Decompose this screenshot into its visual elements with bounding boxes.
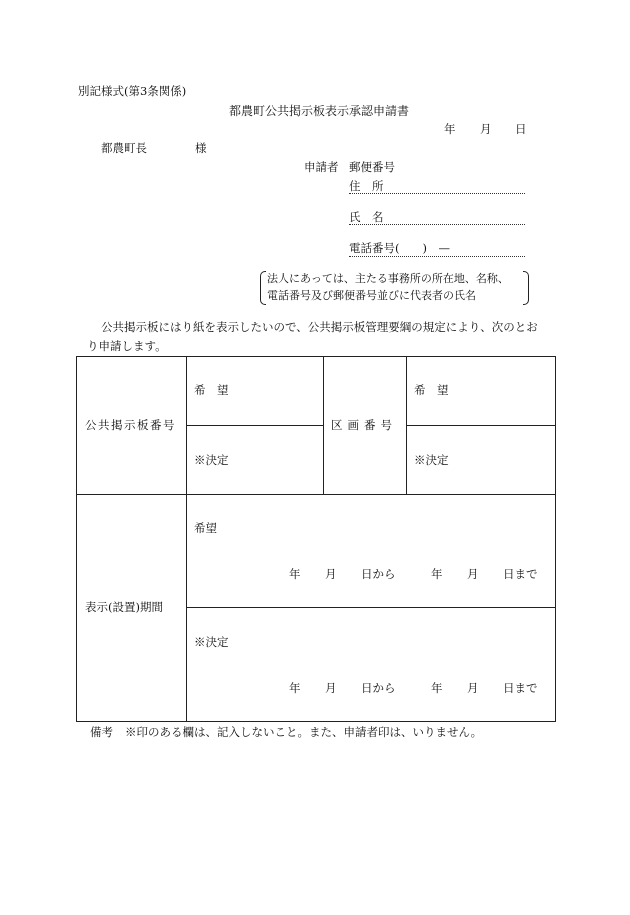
divider-section-desired-decided [406,425,556,426]
desired-end-month: 月 [467,567,479,581]
desired-start-month: 月 [325,567,337,581]
desired-start-day: 日から [361,567,396,581]
form-reference: 別記様式(第3条関係) [78,84,187,98]
remarks-text: ※印のある欄は、記入しないこと。また、申請者印は、いりません。 [125,725,483,739]
board-number-label: 公共掲示板番号 [85,418,176,432]
decided-end-month: 月 [467,681,479,695]
decided-start-day: 日から [361,681,396,695]
divider-label-column [186,357,187,721]
note-bracket-left [260,271,266,305]
applicant-label: 申請者 [304,160,339,174]
divider-row1-row2 [77,494,555,495]
decided-start-year: 年 [289,681,301,695]
desired-start-year: 年 [289,567,301,581]
postal-code-label: 郵便番号 [349,160,395,174]
board-decided-label: ※決定 [194,453,229,467]
desired-end-year: 年 [431,567,443,581]
divider-section-label-left [323,357,324,494]
decided-start-month: 月 [325,681,337,695]
display-period-label: 表示(設置)期間 [85,600,163,614]
addressee-honorific: 様 [195,141,207,155]
date-year-label: 年 [444,122,456,136]
divider-board-desired-decided [186,425,323,426]
phone-field[interactable] [349,256,525,257]
phone-label: 電話番号( ) — [349,241,450,255]
addressee-name: 都農町長 [101,141,147,155]
note-bracket-right [523,271,529,305]
period-decided-label: ※決定 [194,635,229,649]
address-label: 住 所 [349,179,384,193]
date-month-label: 月 [480,122,492,136]
divider-period-desired-decided [186,607,555,608]
board-desired-label: 希 望 [194,383,229,397]
name-field[interactable] [349,224,525,225]
corporate-note-line1: 法人にあっては、主たる事務所の所在地、名称、 [267,272,509,285]
name-label: 氏 名 [349,210,384,224]
address-field[interactable] [349,193,525,194]
section-number-label: 区画番号 [331,418,397,432]
decided-end-day: 日まで [503,681,538,695]
application-table [76,356,556,722]
decided-end-year: 年 [431,681,443,695]
section-desired-label: 希 望 [414,383,449,397]
corporate-note-line2: 電話番号及び郵便番号並びに代表者の氏名 [267,289,476,302]
period-desired-label: 希望 [194,521,217,535]
request-text-line1: 公共掲示板にはり紙を表示したいので、公共掲示板管理要綱の規定により、次のとお [101,320,538,334]
desired-end-day: 日まで [503,567,538,581]
form-title: 都農町公共掲示板表示承認申請書 [229,104,410,118]
remarks-label: 備考 [90,725,113,739]
section-decided-label: ※決定 [414,453,449,467]
date-day-label: 日 [515,122,527,136]
request-text-line2: り申請します。 [87,339,167,353]
